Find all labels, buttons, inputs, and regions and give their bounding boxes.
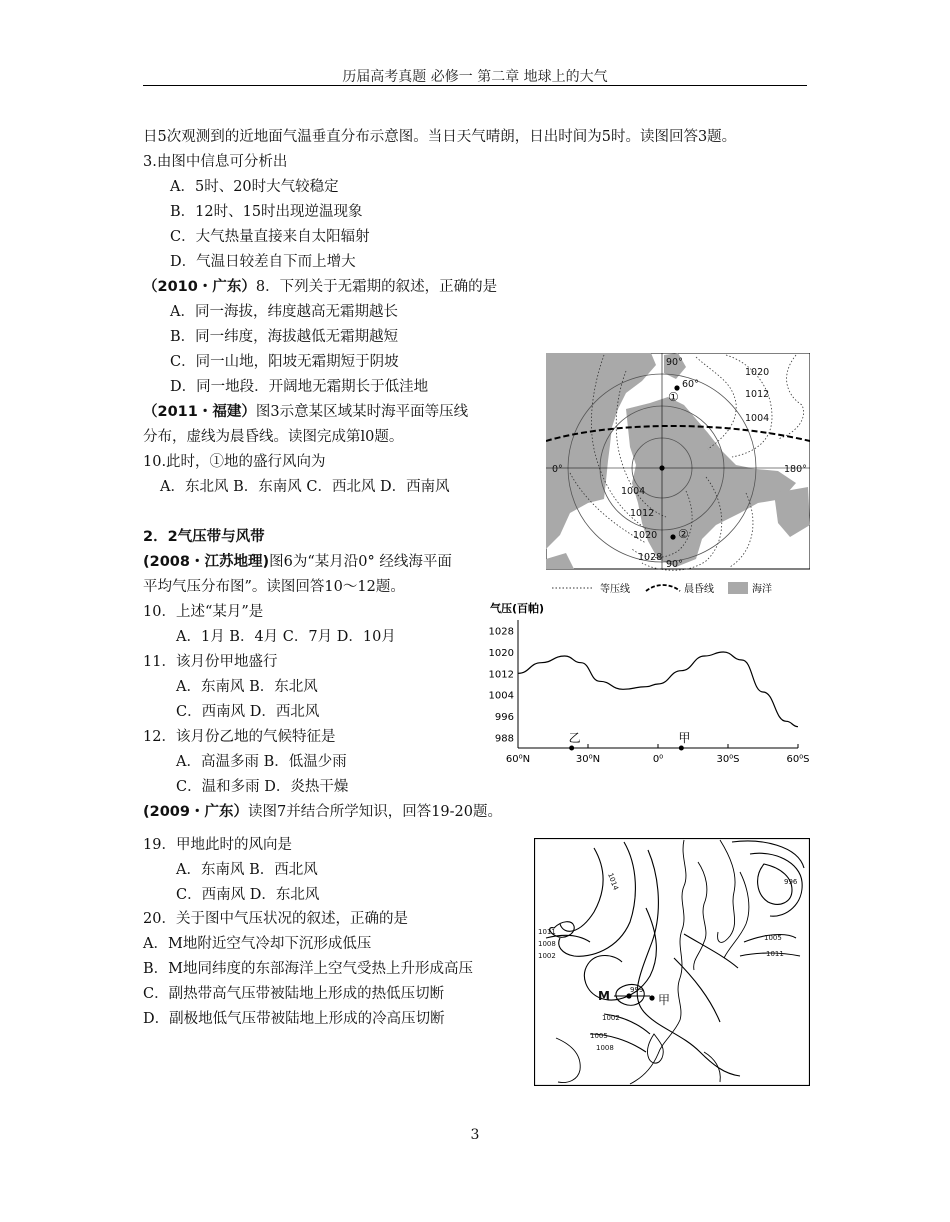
label-point-1: ① — [668, 390, 679, 404]
q10b-line1 — [143, 553, 452, 571]
x-tick-label: 30⁰S — [716, 754, 740, 765]
q10a-question: 10.此时，①地的盛行风向为 — [143, 454, 326, 470]
legend-isobar: 等压线 — [600, 584, 630, 595]
figure-7-isobar-map — [534, 838, 810, 1086]
figure-6-pressure-chart — [476, 596, 812, 772]
q10b-options: A．1月 B．4月 C．7月 D．10月 — [176, 629, 396, 645]
map7-frame — [535, 839, 810, 1086]
q8-stem: 8．下列关于无霜期的叙述，正确的是 — [255, 279, 498, 295]
label-1011-right: 1011 — [766, 950, 784, 958]
label-1008: 1008 — [596, 1044, 614, 1052]
q11-options-row2: C．西南风 D．西北风 — [176, 704, 320, 720]
q12-options-row1: A．高温多雨 B．低温少雨 — [176, 754, 347, 770]
location-label: 乙 — [568, 731, 581, 745]
q3-option-b: B．12时、15时出现逆温现象 — [170, 204, 363, 220]
y-tick-label: 1012 — [488, 669, 514, 681]
page-header: 历届高考真题 必修一 第二章 地球上的大气 — [342, 69, 608, 85]
label-90-bottom: 90° — [666, 559, 683, 570]
q11-options-row1: A．东南风 B．东北风 — [176, 679, 318, 695]
label-1028: 1028 — [638, 552, 663, 563]
q3-intro: 日5次观测到的近地面气温垂直分布示意图。当日天气晴朗，日出时间为5时。读图回答3题。 — [143, 129, 737, 145]
q20-option-b: B．M地同纬度的东部海洋上空气受热上升形成高压 — [143, 961, 474, 977]
section-title: 2．2气压带与风带 — [143, 529, 265, 545]
label-1002-left: 1002 — [538, 952, 556, 960]
q20-option-c: C．副热带高气压带被陆地上形成的热低压切断 — [143, 986, 445, 1002]
label-1004-b: 1004 — [621, 486, 646, 497]
label-1020-a: 1020 — [745, 367, 770, 378]
label-lon-180: 180° — [784, 464, 807, 475]
q10a-line1 — [143, 403, 468, 421]
chart-series-line — [518, 652, 798, 727]
q20-option-d: D．副极地低气压带被陆地上形成的冷高压切断 — [143, 1011, 445, 1027]
q12-question: 12．该月份乙地的气候特征是 — [143, 729, 336, 745]
label-m: M — [598, 989, 610, 1003]
q3-option-c: C．大气热量直接来自太阳辐射 — [170, 229, 370, 245]
legend-ocean: 海洋 — [752, 584, 772, 595]
x-tick-label: 60⁰S — [786, 754, 810, 765]
q8-option-c: C．同一山地，阳坡无霜期短于阴坡 — [170, 354, 399, 370]
label-90-top: 90° — [666, 357, 683, 368]
q3-option-d: D．气温日较差自下而上增大 — [170, 254, 356, 270]
q19-question: 19．甲地此时的风向是 — [143, 837, 292, 853]
label-lon-0: 0° — [552, 464, 563, 475]
q19-intro-text: 读图7并结合所学知识，回答19-20题。 — [247, 804, 503, 820]
label-60: 60° — [682, 379, 699, 390]
x-tick-label: 60⁰N — [505, 754, 531, 765]
point-2-marker — [670, 534, 675, 539]
figure-3-legend — [552, 582, 772, 595]
q3-stem: 3.由图中信息可分析出 — [143, 154, 288, 170]
q10a-stem-1: 图3示意某区域某时海平面等压线 — [255, 404, 469, 420]
q11-question: 11．该月份甲地盛行 — [143, 654, 278, 670]
q10a-stem-2: 分布，虚线为晨昏线。读图完成第l0题。 — [143, 429, 404, 445]
legend-terminator: 晨昏线 — [684, 584, 714, 595]
label-1012-b: 1012 — [630, 508, 655, 519]
label-1005-right: 1005 — [764, 934, 782, 942]
q8-source: （2010・广东） — [143, 279, 256, 295]
label-996: 996 — [784, 878, 798, 886]
header-rule — [143, 85, 807, 86]
y-tick-label: 988 — [494, 733, 514, 745]
q8-option-b: B．同一纬度，海拔越低无霜期越短 — [170, 329, 399, 345]
q3-option-a: A．5时、20时大气较稳定 — [170, 179, 339, 195]
q8-line — [143, 278, 497, 296]
x-tick-label: 0⁰ — [652, 754, 664, 765]
q19-options-row1: A．东南风 B．西北风 — [176, 862, 318, 878]
label-1004-a: 1004 — [745, 413, 770, 424]
q10b-source: (2008・江苏地理) — [143, 554, 270, 570]
q10b-stem-2: 平均气压分布图”。读图回答10～12题。 — [143, 579, 405, 595]
q8-option-a: A．同一海拔，纬度越高无霜期越长 — [170, 304, 398, 320]
y-tick-label: 1028 — [488, 626, 514, 638]
location-marker — [569, 746, 574, 751]
y-tick-label: 1004 — [488, 690, 514, 702]
q19-options-row2: C．西南风 D．东北风 — [176, 887, 320, 903]
label-1011-left: 1011 — [538, 928, 556, 936]
label-1014: 1014 — [606, 871, 620, 892]
q10a-options: A．东北风 B．东南风 C．西北风 D．西南风 — [160, 479, 450, 495]
q19-intro — [143, 803, 502, 821]
label-1002: 1002 — [602, 1014, 620, 1022]
location-label: 甲 — [678, 731, 691, 745]
q8-option-d: D．同一地段．开阔地无霜期长于低洼地 — [170, 379, 429, 395]
q20-question: 20．关于图中气压状况的叙述，正确的是 — [143, 911, 408, 927]
label-point-2: ② — [678, 527, 689, 541]
label-999: 999 — [630, 986, 644, 994]
q10b-question: 10．上述“某月”是 — [143, 604, 264, 620]
label-1008-left: 1008 — [538, 940, 556, 948]
label-1005: 1005 — [590, 1032, 608, 1040]
label-1020-b: 1020 — [633, 530, 658, 541]
q12-options-row2: C．温和多雨 D．炎热干燥 — [176, 779, 349, 795]
chart-ylabel: 气压(百帕) — [490, 602, 545, 615]
label-1012-a: 1012 — [745, 389, 770, 400]
q19-source: (2009・广东） — [143, 804, 248, 820]
q10b-stem-1: 图6为“某月沿0° 经线海平面 — [269, 554, 452, 570]
figure-3-polar-map — [546, 353, 810, 599]
point-jia-marker — [649, 995, 654, 1000]
location-marker — [679, 746, 684, 751]
q10a-source: （2011・福建） — [143, 404, 256, 420]
y-tick-label: 996 — [494, 712, 514, 723]
north-pole-point — [659, 465, 664, 470]
x-tick-label: 30⁰N — [575, 754, 601, 765]
page-number: 3 — [470, 1127, 480, 1143]
q20-option-a: A．M地附近空气冷却下沉形成低压 — [143, 936, 372, 952]
y-tick-label: 1020 — [488, 648, 514, 659]
label-jia: 甲 — [658, 993, 671, 1007]
